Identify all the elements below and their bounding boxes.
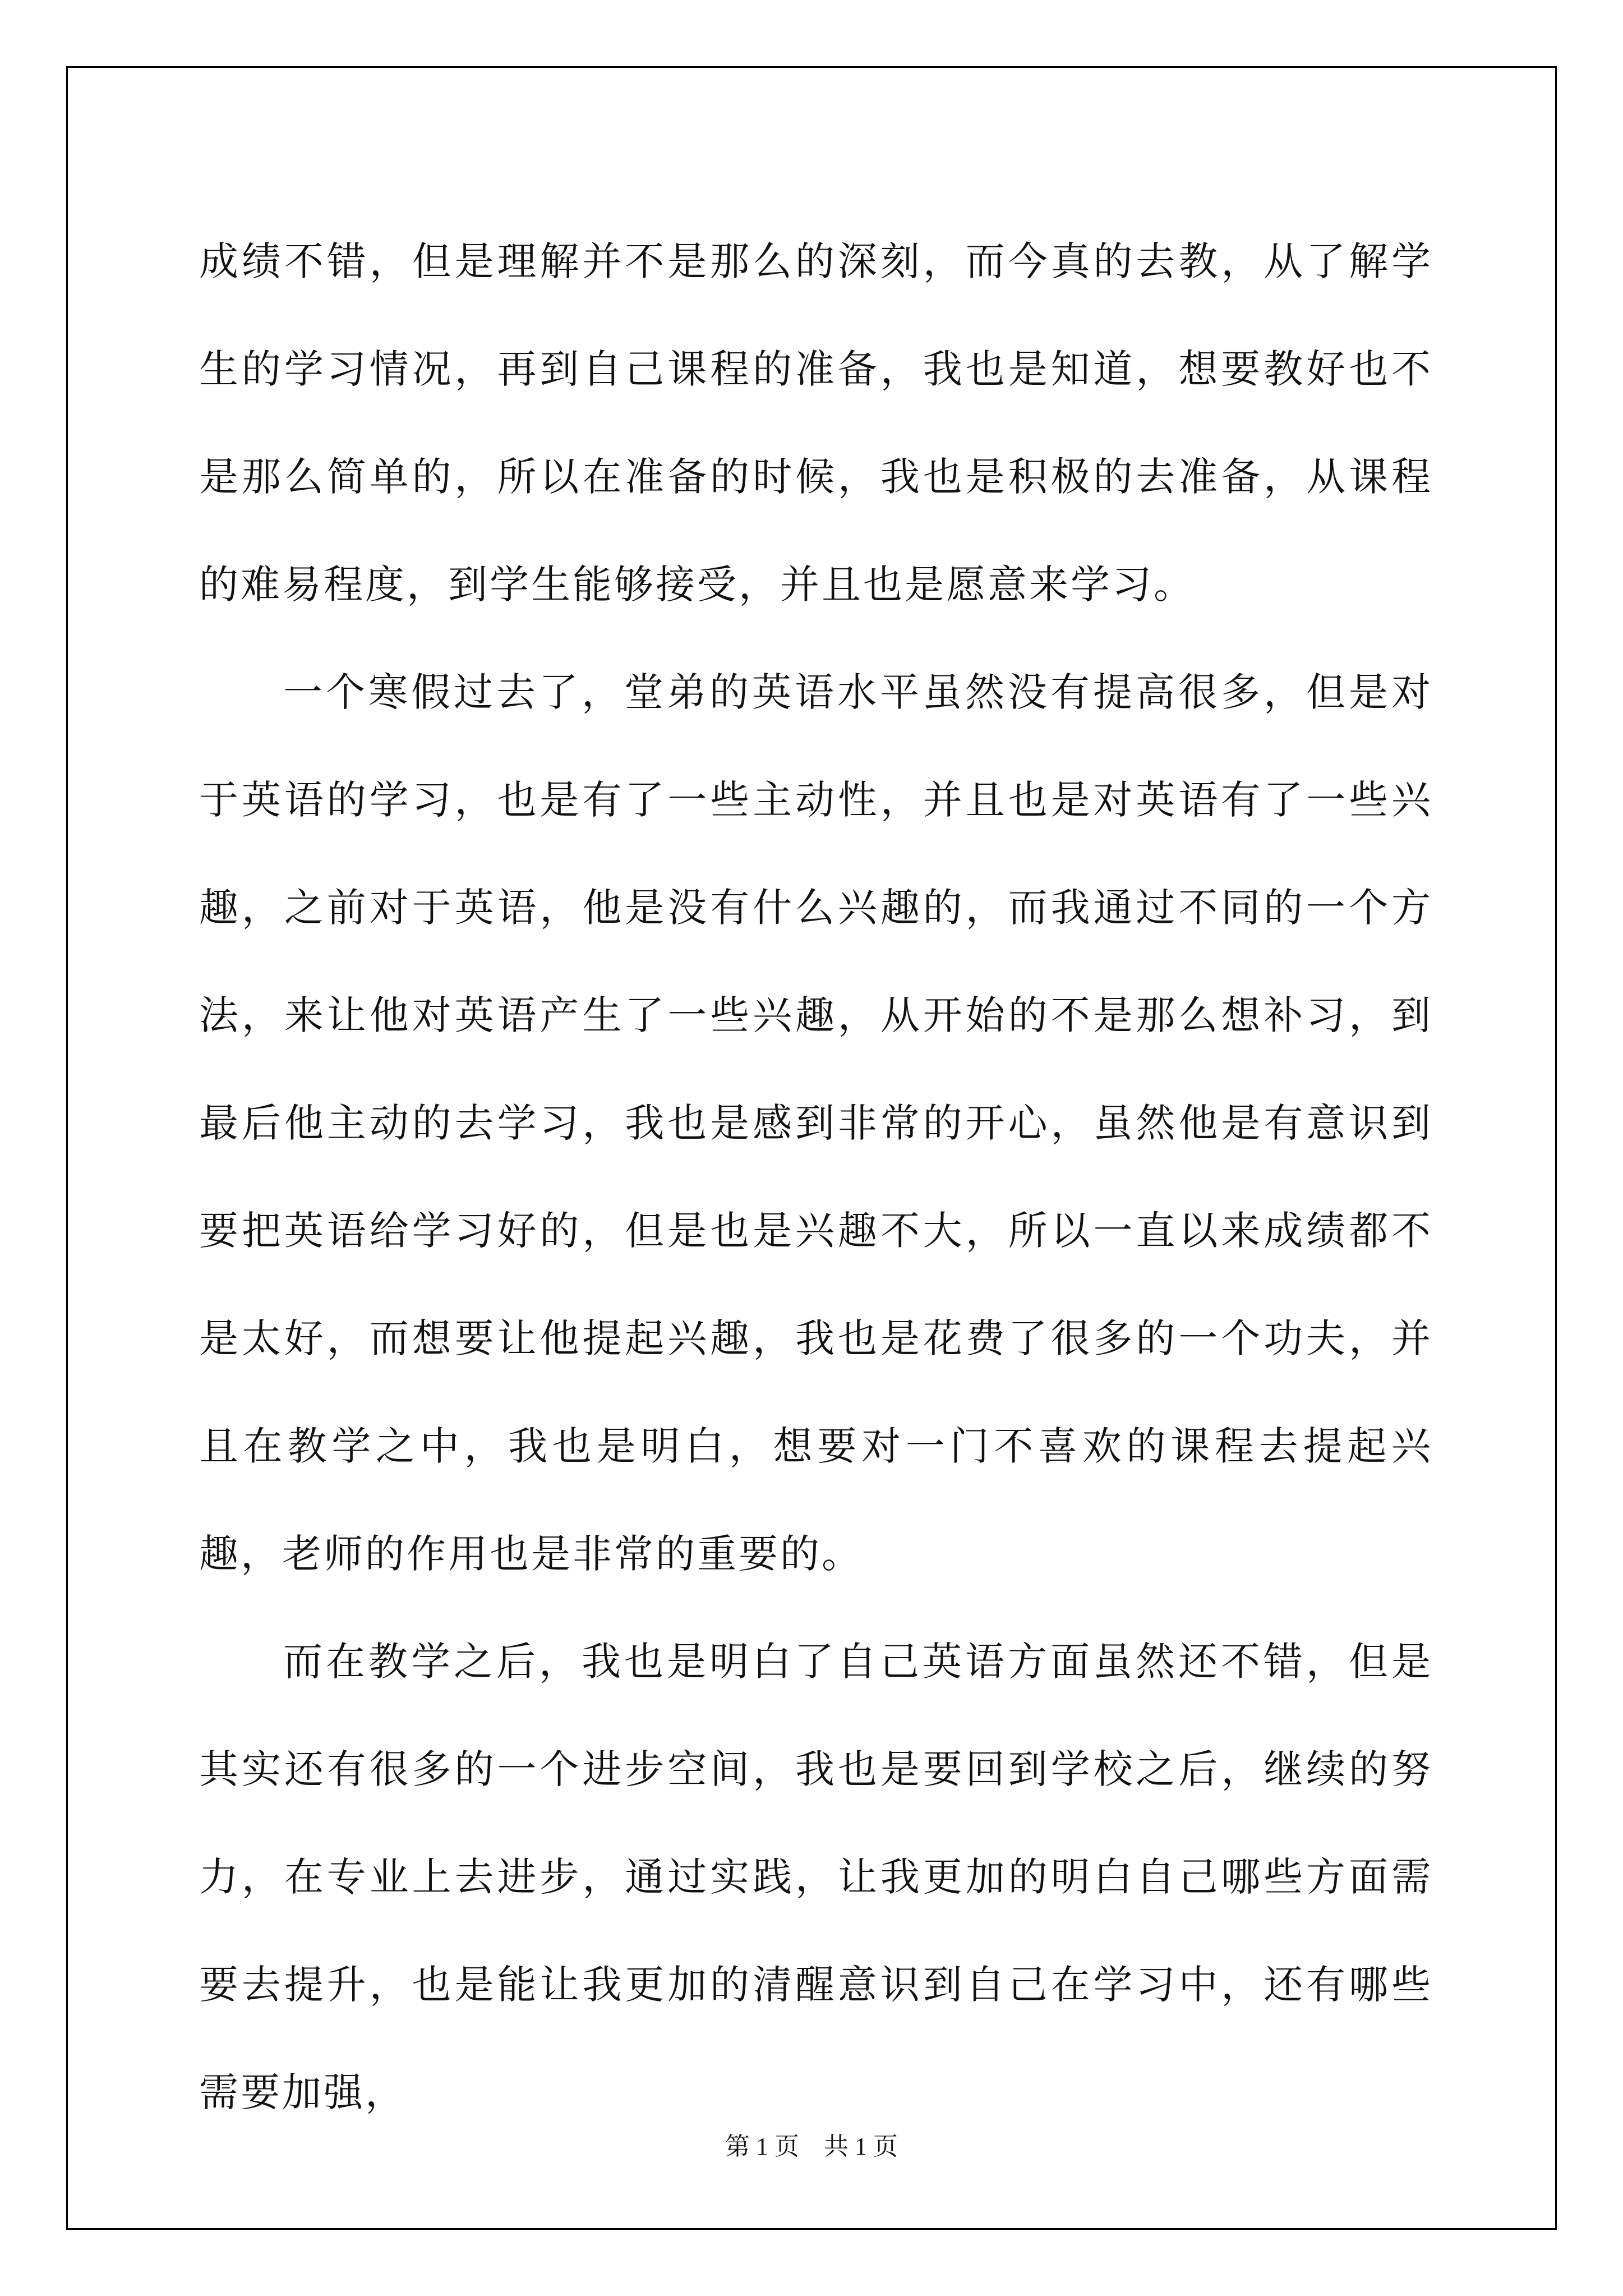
paragraph-2: 一个寒假过去了，堂弟的英语水平虽然没有提高很多，但是对于英语的学习，也是有了一些主动性，并且也是对英语有了一些兴趣，之前对于英语，他是没有什么兴趣的，而我通过不同的一个方法，来让他对英语产生了一些兴趣，从开始的不是那么想补习，到最后他主动的去学习，我也是感到非常的开心，虽然他是有意识到要把英语给学习好的，但是也是兴趣不大，所以一直以来成绩都不是太好，而想要让他提起兴趣，我也是花费了很多的一个功夫，并且在教学之中，我也是明白，想要对一门不喜欢的课程去提起兴趣，老师的作用也是非常的重要的。 [199, 669, 1433, 1577]
page-number-label: 第 1 页 共 1 页 [725, 2133, 898, 2160]
paragraph-3: 而在教学之后，我也是明白了自己英语方面虽然还不错，但是其实还有很多的一个进步空间，我也是要回到学校之后，继续的努力，在专业上去进步，通过实践，让我更加的明白自己哪些方面需要去提升，也是能让我更加的清醒意识到自己在学习中，还有哪些需要加强， [199, 1639, 1433, 2115]
document-body [199, 208, 1433, 2146]
page-footer [0, 2126, 1623, 2162]
paragraph-1: 成绩不错，但是理解并不是那么的深刻，而今真的去教，从了解学生的学习情况，再到自己课程的准备，我也是知道，想要教好也不是那么简单的，所以在准备的时候，我也是积极的去准备，从课程的难易程度，到学生能够接受，并且也是愿意来学习。 [199, 238, 1433, 608]
